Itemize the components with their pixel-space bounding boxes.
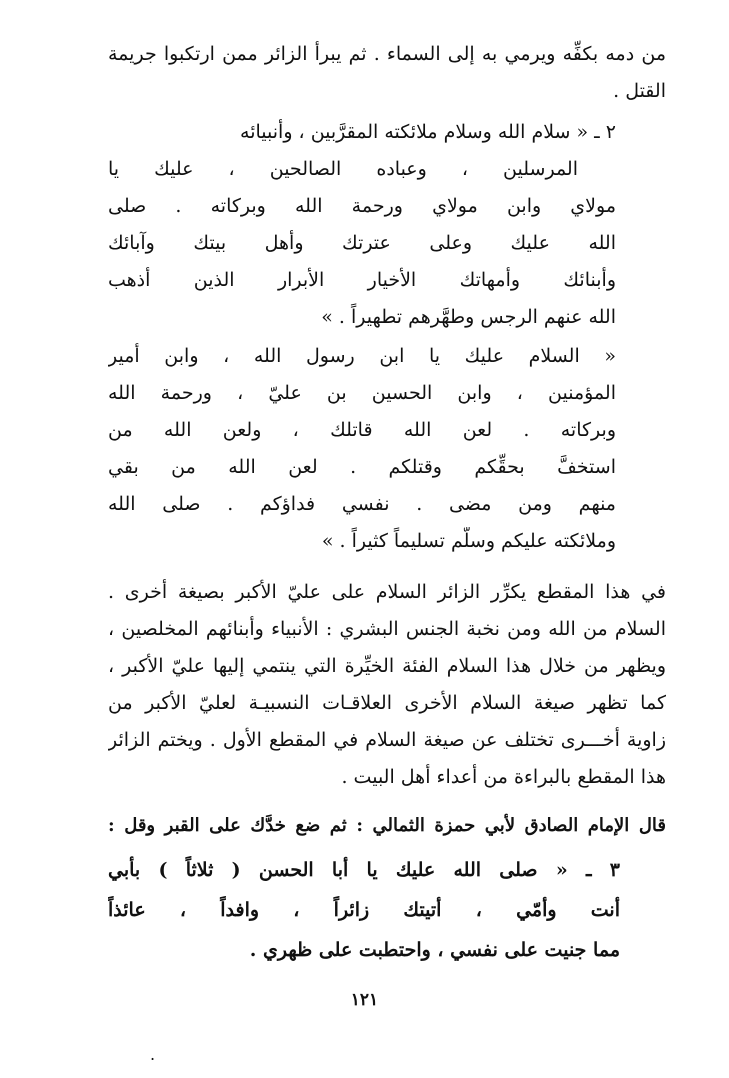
quote-line: أنت وأمّي ، أتيتك زائراً ، وافداً ، عائذاً	[108, 899, 620, 921]
quote-line: وملائكته عليكم وسلَّم تسليماً كثيراً . »	[321, 530, 616, 552]
text-line: كما تظهر صيغة السلام الأخرى العلاقـات النسبيـة لعليّ الأكبر من	[108, 692, 666, 714]
text-line: ويظهر من خلال هذا السلام الفئة الخيِّرة التي ينتمي إليها عليّ الأكبر ،	[108, 655, 666, 677]
quote-line: ٣ ـ « صلى الله عليك يا أبا الحسن ( ثلاثاً ) بأبي	[108, 859, 620, 881]
text-line: القتل .	[613, 80, 666, 102]
text-line: زاوية أخـــرى تختلف عن صيغة السلام في المقطع الأول . ويختم الزائر	[108, 729, 666, 751]
quote-line: الله عليك وعلى عترتك وأهل بيتك وآبائك	[108, 232, 616, 254]
quote-line: استخفَّ بحقِّكم وقتلكم . لعن الله من بقي	[108, 456, 616, 478]
quote-line: المرسلين ، وعباده الصالحين ، عليك يا	[108, 158, 578, 180]
quote-line: « السلام عليك يا ابن رسول الله ، وابن أمير	[108, 345, 616, 367]
quote-line: وأبنائك وأمهاتك الأخيار الأبرار الذين أذهب	[108, 269, 616, 291]
page-number: ١٢١	[350, 990, 379, 1010]
footer-mark: .	[150, 1045, 156, 1064]
text-line: من دمه بكفِّه ويرمي به إلى السماء . ثم يبرأ الزائر ممن ارتكبوا جريمة	[108, 43, 666, 65]
quote-line: ٢ ـ « سلام الله وسلام ملائكته المقرَّبين ، وأنبيائه	[240, 121, 616, 143]
quote-line: وبركاته . لعن الله قاتلك ، ولعن الله من	[108, 419, 616, 441]
quote-line: مولاي وابن مولاي ورحمة الله وبركاته . صلى	[108, 195, 616, 217]
text-line: هذا المقطع بالبراءة من أعداء أهل البيت .	[341, 766, 666, 788]
paragraph-3: قال الإمام الصادق لأبي حمزة الثمالي : ثم ضع خدَّك على القبر وقل :	[108, 815, 666, 836]
quote-line: المؤمنين ، وابن الحسين بن عليّ ، ورحمة الله	[108, 382, 616, 404]
quote-line: منهم ومن مضى . نفسي فداؤكم . صلى الله	[108, 493, 616, 515]
text-line: السلام من الله ومن نخبة الجنس البشري : الأنبياء وأبنائهم المخلصين ،	[108, 618, 666, 640]
quote-line: مما جنيت على نفسي ، واحتطبت على ظهري .	[249, 939, 620, 961]
text-line: في هذا المقطع يكرِّر الزائر السلام على عليّ الأكبر بصيغة أخرى .	[108, 581, 666, 603]
quote-line: الله عنهم الرجس وطهَّرهم تطهيراً . »	[321, 306, 616, 328]
